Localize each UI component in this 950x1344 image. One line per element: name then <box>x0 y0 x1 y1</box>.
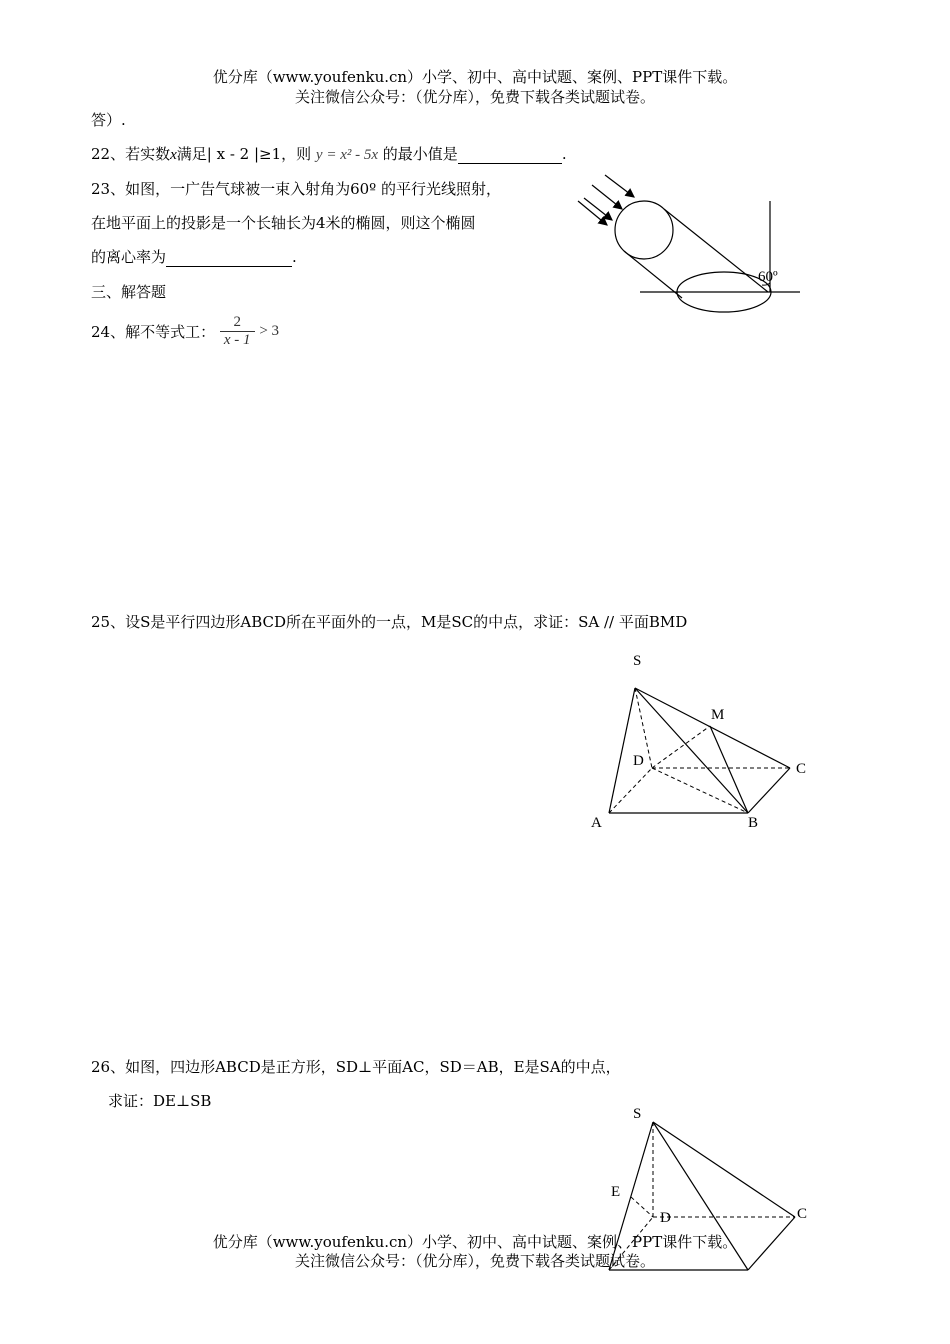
segment-ED <box>631 1197 653 1217</box>
q23-end: . <box>292 248 297 266</box>
q22-prefix: 22、若实数 <box>91 145 171 163</box>
q23-answer-blank[interactable] <box>166 248 292 267</box>
question-24 <box>91 314 279 349</box>
label-S: S <box>633 653 642 669</box>
edge-SB <box>635 688 748 813</box>
q23-balloon-figure <box>570 165 810 325</box>
segment-DB <box>652 768 748 813</box>
q24-numerator: 2 <box>233 314 241 330</box>
q22-expression: y = x² - 5x <box>315 147 379 163</box>
label-A: A <box>591 815 602 831</box>
label-B: B <box>748 815 759 831</box>
header-line-2: 关注微信公众号：（优分库），免费下载各类试题试卷。 <box>294 88 655 106</box>
edge-BC <box>748 768 790 813</box>
q22-suffix: 的最小值是 <box>382 145 458 163</box>
q25-pyramid-figure <box>585 648 825 838</box>
edge-SC <box>653 1122 795 1217</box>
q26-line-2: 求证：DE⊥SB <box>108 1092 212 1110</box>
q24-rhs: > 3 <box>259 323 280 339</box>
footer-line-1: 优分库（www.youfenku.cn）小学、初中、高中试题、案例、PPT课件下载。 <box>212 1233 738 1251</box>
q22-end: . <box>561 145 567 163</box>
q23-line-3-text: 的离心率为 <box>91 248 167 266</box>
q24-prefix: 24、解不等式工： <box>91 323 216 341</box>
segment-MB <box>710 726 748 813</box>
q22-variable: x <box>170 147 177 163</box>
footer-line-2: 关注微信公众号：（优分库），免费下载各类试题试卷。 <box>294 1252 655 1270</box>
edge-AD <box>609 768 652 813</box>
q26-line-1: 26、如图，四边形ABCD是正方形，SD⊥平面AC，SD＝AB，E是SA的中点， <box>91 1058 621 1076</box>
continuation-text: 答）. <box>91 111 126 129</box>
question-22 <box>91 143 567 164</box>
section-title: 三、解答题 <box>91 283 167 301</box>
label-D: D <box>633 753 644 769</box>
header-line-1: 优分库（www.youfenku.cn）小学、初中、高中试题、案例、PPT课件下载。 <box>212 68 738 86</box>
q22-condition: 满足| x - 2 |≥1，则 <box>176 145 312 163</box>
q23-line-2: 在地平面上的投影是一个长轴长为4米的椭圆，则这个椭圆 <box>91 214 476 232</box>
angle-label: 60º <box>758 269 778 285</box>
label-C: C <box>797 1206 808 1222</box>
tangent-ray-upper <box>664 209 768 292</box>
q24-fraction <box>220 314 255 349</box>
q23-line-1: 23、如图，一广告气球被一束入射角为60º 的平行光线照射， <box>91 180 501 198</box>
q24-denominator: x - 1 <box>220 331 255 349</box>
edge-SA <box>609 688 635 813</box>
label-C: C <box>796 761 807 777</box>
light-ray-arrow <box>605 175 634 197</box>
edge-SC <box>635 688 790 768</box>
q22-answer-blank[interactable] <box>458 145 562 164</box>
question-25: 25、设S是平行四边形ABCD所在平面外的一点，M是SC的中点，求证：SA // 平面BMD <box>91 613 688 631</box>
light-ray-arrow <box>592 185 622 209</box>
label-S: S <box>633 1106 642 1122</box>
q23-line-3 <box>91 246 297 267</box>
label-M: M <box>711 707 725 723</box>
label-D: D <box>660 1210 671 1226</box>
label-E: E <box>611 1184 621 1200</box>
